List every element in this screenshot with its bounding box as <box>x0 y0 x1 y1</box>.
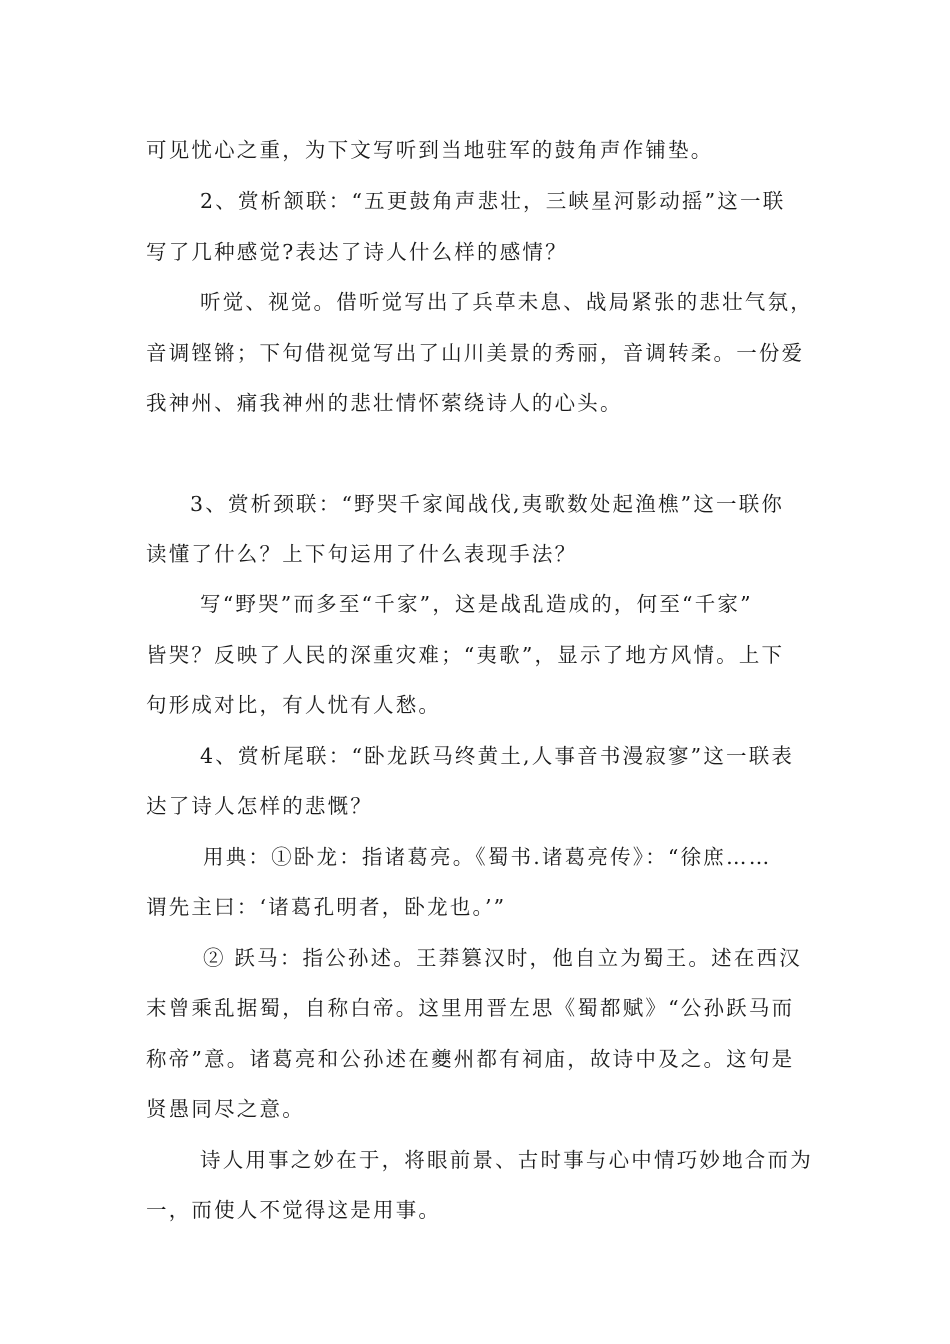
text-line: 读懂了什么？上下句运用了什么表现手法？ <box>146 542 578 566</box>
text-line: 写“野哭”而多至“千家”，这是战乱造成的，何至“千家” <box>200 592 753 616</box>
section-heading-2: 2、赏析颔联：“五更鼓角声悲壮，三峡星河影动摇”这一联 <box>200 189 786 213</box>
text-line: 用典：①卧龙：指诸葛亮。《蜀书.诸葛亮传》：“徐庶…… <box>203 845 772 869</box>
text-line: 末曾乘乱据蜀，自称白帝。这里用晋左思《蜀都赋》“公孙跃马而 <box>146 996 795 1020</box>
text-line: 一，而使人不觉得这是用事。 <box>146 1198 442 1222</box>
text-line: 皆哭？反映了人民的深重灾难；“夷歌”，显示了地方风情。上下 <box>146 643 785 667</box>
text-line: 贤愚同尽之意。 <box>146 1097 305 1121</box>
text-line: 我神州、痛我神州的悲壮情怀萦绕诗人的心头。 <box>146 391 623 415</box>
text-line: 可见忧心之重，为下文写听到当地驻军的鼓角声作铺垫。 <box>146 138 714 162</box>
text-line: 达了诗人怎样的悲慨？ <box>146 794 373 818</box>
text-line: 谓先主曰：‘诸葛孔明者，卧龙也。’” <box>146 895 507 919</box>
text-line: 听觉、视觉。借听觉写出了兵草未息、战局紧张的悲壮气氛， <box>200 290 813 314</box>
text-line: ② 跃马：指公孙述。王莽篡汉时，他自立为蜀王。述在西汉 <box>203 946 802 970</box>
text-line: 诗人用事之妙在于，将眼前景、古时事与心中情巧妙地合而为 <box>200 1148 813 1172</box>
text-line: 写了几种感觉?表达了诗人什么样的感情？ <box>146 240 568 264</box>
section-heading-3: 3、赏析颈联：“野哭千家闻战伐,夷歌数处起渔樵”这一联你 <box>190 492 785 516</box>
text-line: 句形成对比，有人忧有人愁。 <box>146 693 442 717</box>
text-line: 称帝”意。诸葛亮和公孙述在夔州都有祠庙，故诗中及之。这句是 <box>146 1047 795 1071</box>
text-line: 音调铿锵；下句借视觉写出了山川美景的秀丽，音调转柔。一份爱 <box>146 341 805 365</box>
section-heading-4: 4、赏析尾联：“卧龙跃马终黄土,人事音书漫寂寥”这一联表 <box>200 744 795 768</box>
